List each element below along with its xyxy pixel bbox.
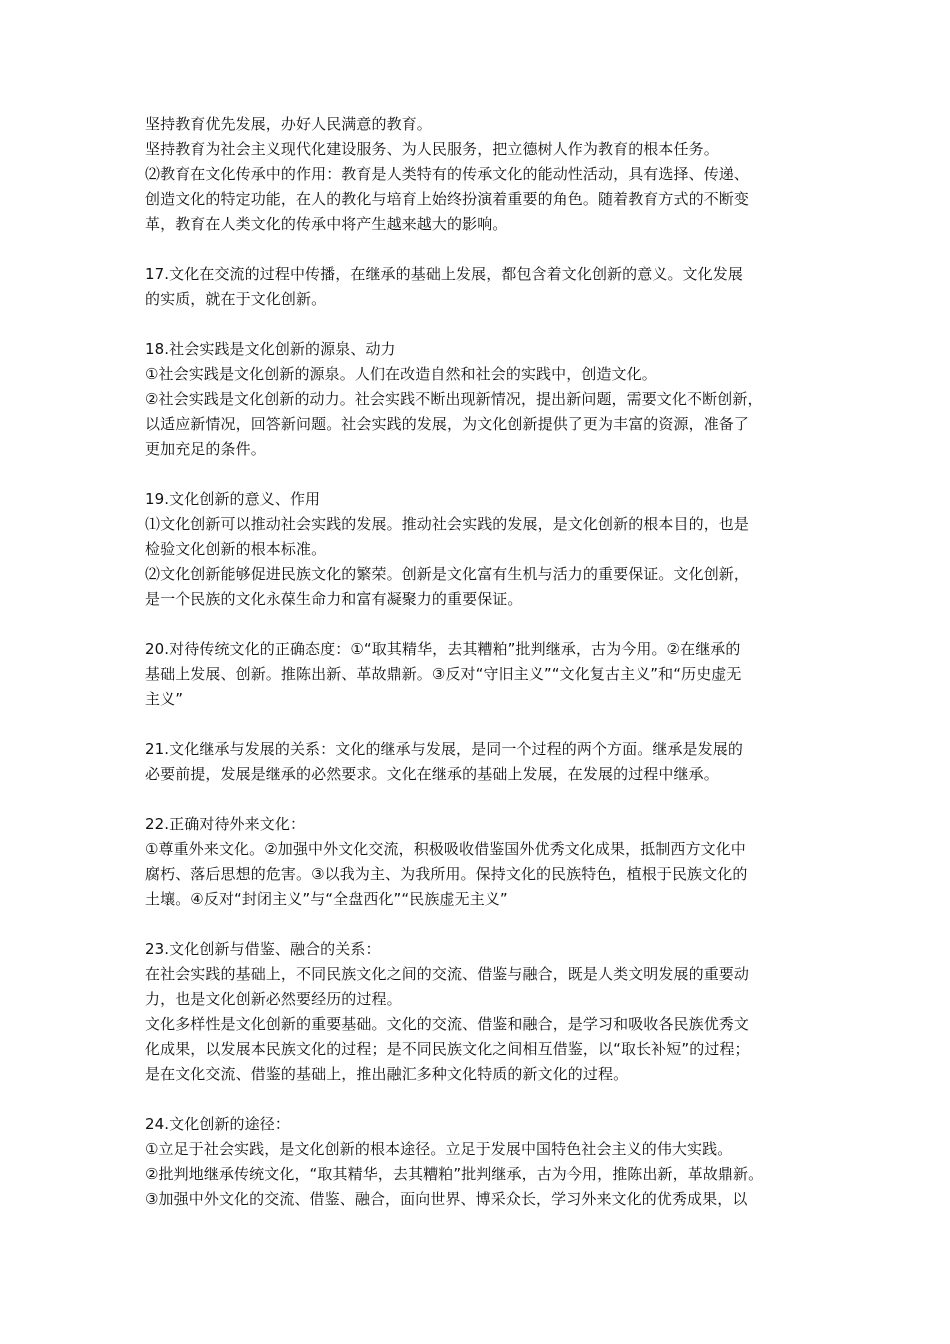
text-line: ②社会实践是文化创新的动力。社会实践不断出现新情况，提出新问题，需要文化不断创新， xyxy=(145,390,763,408)
text-line: 土壤。④反对“封闭主义”与“全盘西化”“民族虚无主义” xyxy=(145,890,508,908)
text-line: 19.文化创新的意义、作用 xyxy=(145,490,321,508)
text-line: ①立足于社会实践，是文化创新的根本途径。立足于发展中国特色社会主义的伟大实践。 xyxy=(145,1140,733,1158)
text-line: 的实质，就在于文化创新。 xyxy=(145,290,327,308)
text-line: 20.对待传统文化的正确态度：①“取其精华，去其糟粕”批判继承，古为今用。②在继承的 xyxy=(145,640,741,658)
text-block xyxy=(145,487,815,612)
text-block xyxy=(145,812,815,912)
text-block xyxy=(145,737,815,787)
text-line: ①尊重外来文化。②加强中外文化交流，积极吸收借鉴国外优秀文化成果，抵制西方文化中 xyxy=(145,840,746,858)
text-line: 22.正确对待外来文化： xyxy=(145,815,306,833)
text-line: 在社会实践的基础上，不同民族文化之间的交流、借鉴与融合，既是人类文明发展的重要动 xyxy=(145,965,750,983)
paragraph-gap xyxy=(145,912,815,937)
text-line: ①社会实践是文化创新的源泉。人们在改造自然和社会的实践中，创造文化。 xyxy=(145,365,657,383)
text-line: 腐朽、落后思想的危害。③以我为主、为我所用。保持文化的民族特色，植根于民族文化的 xyxy=(145,865,748,883)
text-line: 基础上发展、创新。推陈出新、革故鼎新。③反对“守旧主义”“文化复古主义”和“历史虚无 xyxy=(145,665,742,683)
document-page xyxy=(145,112,815,1212)
text-block xyxy=(145,337,815,462)
text-block xyxy=(145,112,815,237)
text-line: 化成果，以发展本民族文化的过程；是不同民族文化之间相互借鉴，以“取长补短”的过程； xyxy=(145,1040,750,1058)
text-line: 23.文化创新与借鉴、融合的关系： xyxy=(145,940,381,958)
text-line: 主义” xyxy=(145,690,184,708)
text-line: 17.文化在交流的过程中传播，在继承的基础上发展，都包含着文化创新的意义。文化发展 xyxy=(145,265,743,283)
text-line: 21.文化继承与发展的关系：文化的继承与发展，是同一个过程的两个方面。继承是发展的 xyxy=(145,740,743,758)
paragraph-gap xyxy=(145,462,815,487)
text-line: 坚持教育优先发展，办好人民满意的教育。 xyxy=(145,115,432,133)
paragraph-gap xyxy=(145,612,815,637)
paragraph-gap xyxy=(145,1087,815,1112)
text-line: 是一个民族的文化永葆生命力和富有凝聚力的重要保证。 xyxy=(145,590,523,608)
text-line: 文化多样性是文化创新的重要基础。文化的交流、借鉴和融合，是学习和吸收各民族优秀文 xyxy=(145,1015,750,1033)
text-line: 创造文化的特定功能，在人的教化与培育上始终扮演着重要的角色。随着教育方式的不断变 xyxy=(145,190,750,208)
text-line: 革，教育在人类文化的传承中将产生越来越大的影响。 xyxy=(145,215,508,233)
paragraph-gap xyxy=(145,312,815,337)
text-line: 必要前提，发展是继承的必然要求。文化在继承的基础上发展，在发展的过程中继承。 xyxy=(145,765,719,783)
text-line: ⑵教育在文化传承中的作用：教育是人类特有的传承文化的能动性活动，具有选择、传递、 xyxy=(145,165,750,183)
text-line: 检验文化创新的根本标准。 xyxy=(145,540,327,558)
text-block xyxy=(145,262,815,312)
text-line: ②批判地继承传统文化，“取其精华，去其糟粕”批判继承，古为今用，推陈出新，革故鼎新。 xyxy=(145,1165,764,1183)
text-line: 24.文化创新的途径： xyxy=(145,1115,290,1133)
text-block xyxy=(145,937,815,1087)
text-line: 以适应新情况，回答新问题。社会实践的发展，为文化创新提供了更为丰富的资源，准备了 xyxy=(145,415,750,433)
text-line: ③加强中外文化的交流、借鉴、融合，面向世界、博采众长，学习外来文化的优秀成果，以 xyxy=(145,1190,748,1208)
paragraph-gap xyxy=(145,237,815,262)
paragraph-gap xyxy=(145,787,815,812)
text-line: 是在文化交流、借鉴的基础上，推出融汇多种文化特质的新文化的过程。 xyxy=(145,1065,629,1083)
text-line: 坚持教育为社会主义现代化建设服务、为人民服务，把立德树人作为教育的根本任务。 xyxy=(145,140,719,158)
text-line: 18.社会实践是文化创新的源泉、动力 xyxy=(145,340,396,358)
text-line: 力，也是文化创新必然要经历的过程。 xyxy=(145,990,402,1008)
paragraph-gap xyxy=(145,712,815,737)
text-block xyxy=(145,637,815,712)
text-line: 更加充足的条件。 xyxy=(145,440,266,458)
text-line: ⑵文化创新能够促进民族文化的繁荣。创新是文化富有生机与活力的重要保证。文化创新， xyxy=(145,565,750,583)
text-line: ⑴文化创新可以推动社会实践的发展。推动社会实践的发展，是文化创新的根本目的，也是 xyxy=(145,515,750,533)
text-block xyxy=(145,1112,815,1212)
